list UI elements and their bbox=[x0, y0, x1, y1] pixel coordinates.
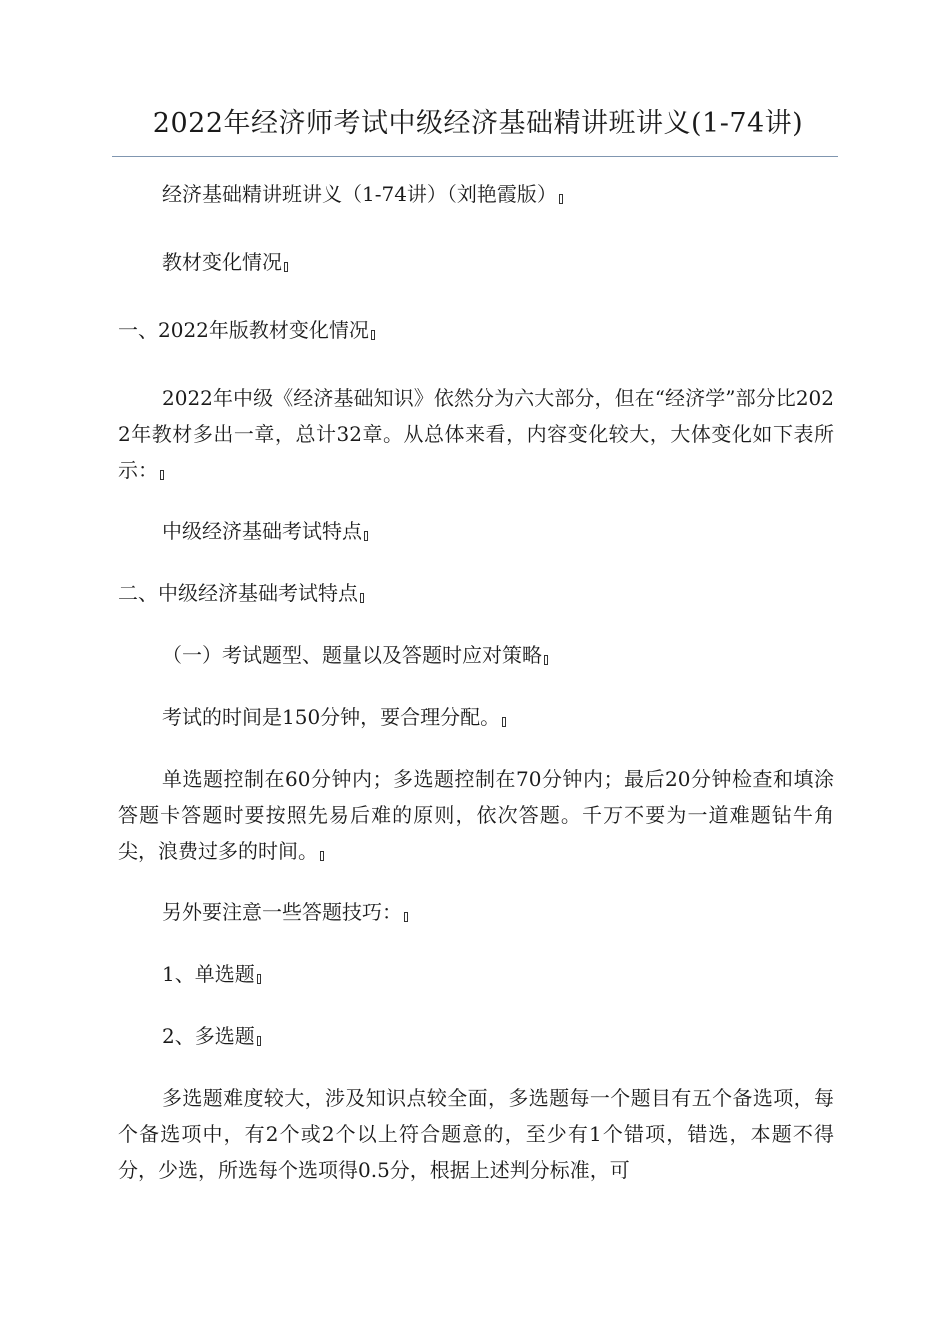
paragraph-mark-icon bbox=[371, 330, 375, 340]
paragraph-text: 多选题难度较大，涉及知识点较全面，多选题每一个题目有五个备选项，每个备选项中，有2个或2个以上符合题意的，至少有1个错项，错选，本题不得分，少选，所选每个选项得0.5分，根据上述判分标准，可 bbox=[118, 1086, 834, 1182]
paragraph-mark-icon bbox=[544, 655, 548, 665]
subsection-heading bbox=[118, 637, 834, 673]
document-body bbox=[118, 176, 834, 1188]
paragraph bbox=[118, 244, 834, 280]
paragraph bbox=[118, 761, 834, 869]
paragraph-mark-icon bbox=[284, 262, 288, 272]
paragraph bbox=[118, 894, 834, 930]
list-item bbox=[118, 1018, 834, 1054]
paragraph-mark-icon bbox=[160, 470, 164, 480]
paragraph-text: 考试的时间是150分钟，要合理分配。 bbox=[162, 705, 501, 729]
paragraph-text: 另外要注意一些答题技巧： bbox=[162, 900, 402, 924]
paragraph-mark-icon bbox=[360, 593, 364, 603]
paragraph-mark-icon bbox=[559, 194, 563, 204]
paragraph-text: （一）考试题型、题量以及答题时应对策略 bbox=[162, 643, 542, 667]
paragraph-mark-icon bbox=[320, 851, 324, 861]
paragraph bbox=[118, 380, 834, 488]
paragraph-text: 2022年中级《经济基础知识》依然分为六大部分，但在“经济学”部分比2022年教材多出一章，总计32章。从总体来看，内容变化较大，大体变化如下表所示： bbox=[118, 386, 834, 482]
paragraph-mark-icon bbox=[502, 717, 506, 727]
paragraph-mark-icon bbox=[364, 531, 368, 541]
paragraph bbox=[118, 176, 834, 212]
section-heading bbox=[118, 575, 834, 611]
paragraph bbox=[118, 1080, 834, 1188]
paragraph bbox=[118, 513, 834, 549]
paragraph-mark-icon bbox=[257, 974, 261, 984]
title-divider bbox=[112, 156, 838, 157]
document-title: 2022年经济师考试中级经济基础精讲班讲义(1-74讲) bbox=[152, 108, 804, 139]
paragraph-text: 二、中级经济基础考试特点 bbox=[118, 581, 358, 605]
paragraph-mark-icon bbox=[404, 912, 408, 922]
paragraph bbox=[118, 699, 834, 735]
paragraph-text: 1、单选题 bbox=[162, 962, 255, 986]
paragraph-text: 一、2022年版教材变化情况 bbox=[118, 318, 369, 342]
paragraph-text: 经济基础精讲班讲义（1-74讲）（刘艳霞版） bbox=[162, 182, 557, 206]
paragraph-text: 教材变化情况 bbox=[162, 250, 282, 274]
paragraph-mark-icon bbox=[257, 1036, 261, 1046]
section-heading bbox=[118, 312, 834, 348]
paragraph-text: 2、多选题 bbox=[162, 1024, 255, 1048]
paragraph-text: 单选题控制在60分钟内；多选题控制在70分钟内；最后20分钟检查和填涂答题卡答题时要按照先易后难的原则，依次答题。千万不要为一道难题钻牛角尖，浪费过多的时间。 bbox=[118, 767, 834, 863]
list-item bbox=[118, 956, 834, 992]
paragraph-text: 中级经济基础考试特点 bbox=[162, 519, 362, 543]
